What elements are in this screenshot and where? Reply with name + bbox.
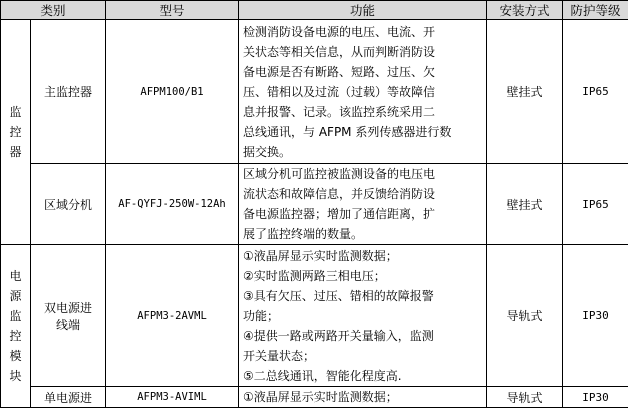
function-line: 总线通讯，与 AFPM 系列传感器进行数 [243, 124, 452, 139]
protection-level-cell: IP65 [563, 20, 628, 164]
function-line: 压、错相以及过流（过载）等故障信 [243, 84, 436, 99]
table-row [1, 387, 628, 408]
mount-type-cell: 导轨式 [487, 387, 563, 408]
model-cell: AFPM3-AVIML [106, 387, 239, 408]
function-line: ④提供一路或两路开关量输入，监测 [243, 328, 434, 343]
model-cell: AF-QYFJ-250W-12Ah [106, 164, 239, 245]
mount-type-cell: 壁挂式 [487, 20, 563, 164]
category-cell: 电 源 监 控 模 块 [1, 245, 31, 408]
function-cell [239, 164, 487, 245]
function-cell [239, 245, 487, 387]
function-line: 区域分机可监控被监测设备的电压电 [243, 167, 436, 181]
category-cell: 监 控 器 [1, 20, 31, 245]
header-row [1, 1, 628, 20]
product-name-cell: 主监控器 [31, 20, 106, 164]
function-line: ①液晶屏显示实时监测数据； [243, 248, 398, 263]
function-cell [239, 20, 487, 164]
product-name-cell: 双电源进 线端 [31, 245, 106, 387]
header-model: 型号 [106, 1, 239, 20]
function-line: 开关量状态； [243, 348, 316, 363]
protection-level-cell: IP30 [563, 387, 628, 408]
function-line: 备电源是否有断路、短路、过压、欠 [243, 64, 436, 79]
function-line: ②实时监测两路三相电压； [243, 268, 386, 283]
function-line: 关状态等相关信息，从而判断消防设 [243, 44, 436, 59]
model-cell: AFPM100/B1 [106, 20, 239, 164]
function-line: 息并报警、记录。该监控系统采用二 [243, 104, 436, 119]
product-name-cell: 区域分机 [31, 164, 106, 245]
function-line: 据交换。 [243, 144, 292, 159]
protection-level-cell: IP30 [563, 245, 628, 387]
table-row [1, 164, 628, 245]
table-row [1, 20, 628, 164]
function-cell [239, 387, 487, 408]
function-line: 功能； [243, 308, 280, 323]
function-line: 检测消防设备电源的电压、电流、开 [243, 24, 436, 39]
mount-type-cell: 壁挂式 [487, 164, 563, 245]
protection-level-cell: IP65 [563, 164, 628, 245]
product-name-cell: 单电源进 [31, 387, 106, 408]
table-row [1, 245, 628, 387]
mount-type-cell: 导轨式 [487, 245, 563, 387]
function-line: 备电源监控器；增加了通信距离，扩 [243, 207, 436, 221]
function-line: 展了监控终端的数量。 [243, 227, 364, 241]
model-cell: AFPM3-2AVML [106, 245, 239, 387]
function-line: 流状态和故障信息，并反馈给消防设 [243, 187, 436, 201]
header-function: 功能 [239, 1, 487, 20]
header-mount: 安装方式 [487, 1, 563, 20]
function-line: ①液晶屏显示实时监测数据； [243, 390, 398, 404]
header-category: 类别 [1, 1, 106, 20]
function-line: ⑤二总线通讯，智能化程度高. [243, 368, 402, 383]
function-line: ③具有欠压、过压、错相的故障报警 [243, 288, 434, 303]
header-protection: 防护等级 [563, 1, 628, 20]
